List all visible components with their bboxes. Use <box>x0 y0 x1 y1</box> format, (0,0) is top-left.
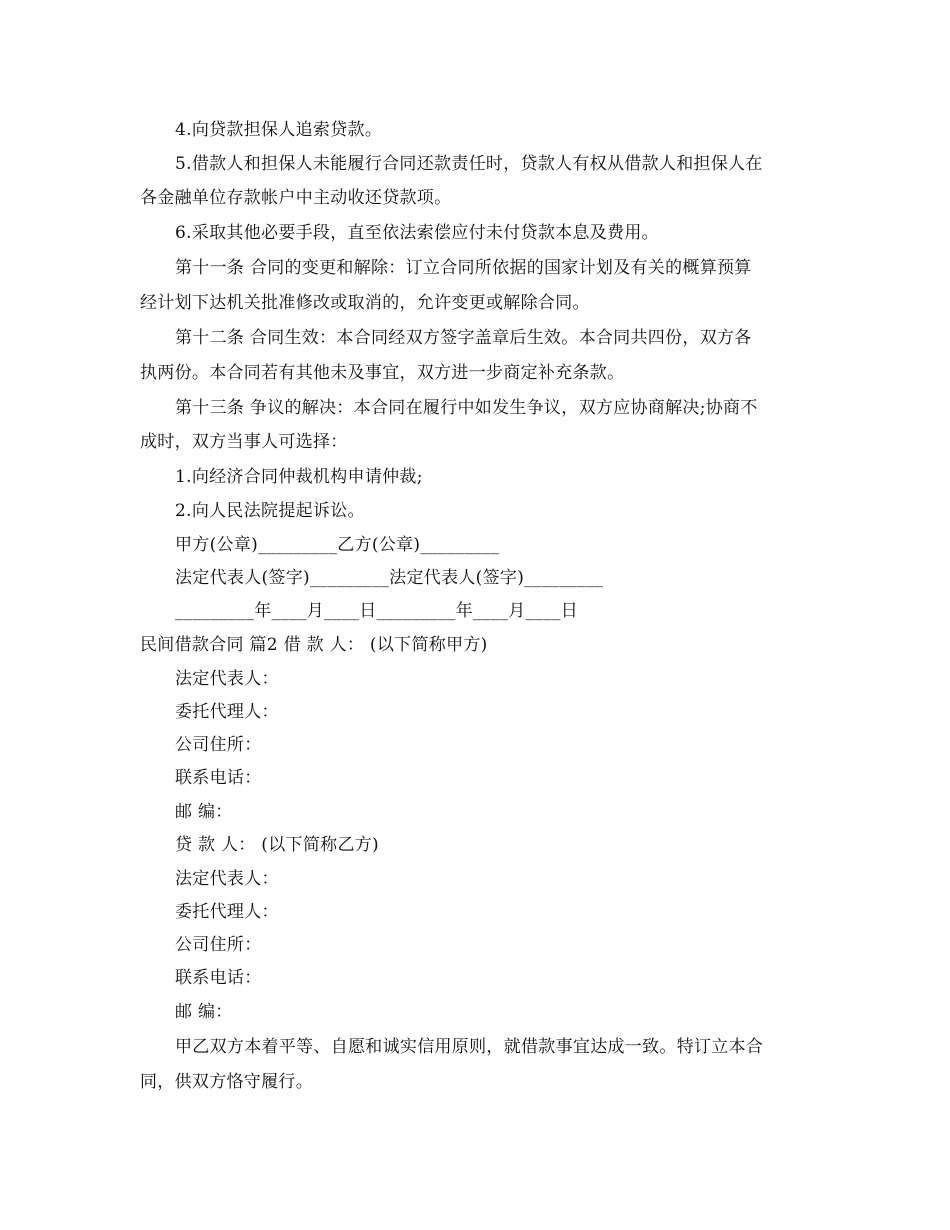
section-heading: 民间借款合同 篇2 借 款 人： (以下简称甲方) <box>140 635 488 655</box>
text-line: 5.借款人和担保人未能履行合同还款责任时，贷款人有权从借款人和担保人在 <box>175 154 763 174</box>
form-field-label: 法定代表人： <box>175 869 279 889</box>
form-field-label: 邮 编： <box>175 802 233 822</box>
form-field-label: 公司住所： <box>175 735 262 755</box>
text-line: 经计划下达机关批准修改或取消的，允许变更或解除合同。 <box>140 293 590 313</box>
text-line: 4.向贷款担保人追索贷款。 <box>175 120 383 140</box>
text-line: 第十一条 合同的变更和解除：订立合同所依据的国家计划及有关的概算预算 <box>175 258 752 278</box>
signature-line-seal: 甲方(公章)_________乙方(公章)_________ <box>175 535 500 555</box>
form-field-label: 委托代理人： <box>175 902 279 922</box>
text-line: 执两份。本合同若有其他未及事宜，双方进一步商定补充条款。 <box>140 363 625 383</box>
form-field-label: 公司住所： <box>175 935 262 955</box>
party-heading: 贷 款 人： (以下简称乙方) <box>175 835 379 855</box>
form-field-label: 邮 编： <box>175 1002 233 1022</box>
form-field-label: 联系电话： <box>175 968 262 988</box>
text-line: 甲乙双方本着平等、自愿和诚实信用原则，就借款事宜达成一致。特订立本合 <box>175 1037 764 1057</box>
form-field-label: 法定代表人： <box>175 669 279 689</box>
text-line: 成时，双方当事人可选择： <box>140 432 348 452</box>
text-line: 第十二条 合同生效：本合同经双方签字盖章后生效。本合同共四份，双方各 <box>175 328 752 348</box>
text-line: 6.采取其他必要手段，直至依法索偿应付未付贷款本息及费用。 <box>175 223 659 243</box>
signature-line-date: _________年____月____日_________年____月____日 <box>175 601 578 621</box>
text-line: 2.向人民法院提起诉讼。 <box>175 501 365 521</box>
form-field-label: 委托代理人： <box>175 702 279 722</box>
signature-line-representative: 法定代表人(签字)_________法定代表人(签字)_________ <box>175 568 604 588</box>
text-line: 1.向经济合同仲裁机构申请仲裁; <box>175 467 423 487</box>
text-line: 第十三条 争议的解决：本合同在履行中如发生争议，双方应协商解决;协商不 <box>175 398 758 418</box>
text-line: 同，供双方恪守履行。 <box>140 1072 313 1092</box>
text-line: 各金融单位存款帐户中主动收还贷款项。 <box>140 188 452 208</box>
form-field-label: 联系电话： <box>175 768 262 788</box>
